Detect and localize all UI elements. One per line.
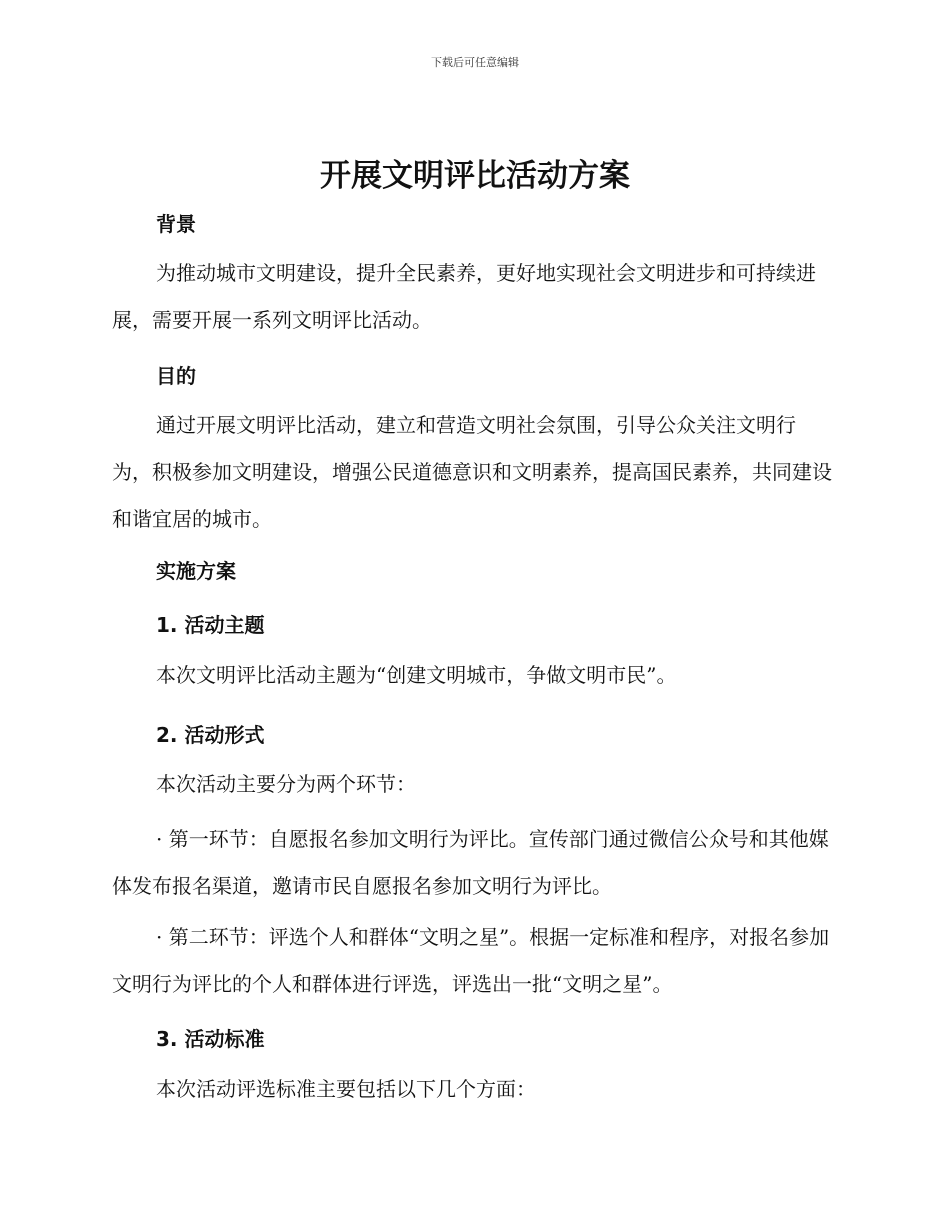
heading-activity-theme: 1. 活动主题: [156, 613, 265, 637]
heading-activity-standard: 3. 活动标准: [156, 1027, 265, 1051]
paragraph-purpose: 通过开展文明评比活动，建立和营造文明社会氛围，引导公众关注文明行为，积极参加文明建设，增强公民道德意识和文明素养，提高国民素养，共同建设和谐宜居的城市。: [112, 413, 832, 531]
paragraph-activity-form: 本次活动主要分为两个环节：: [156, 772, 416, 796]
heading-activity-form: 2. 活动形式: [156, 723, 265, 747]
list-item-step-two: · 第二环节：评选个人和群体“文明之星”。根据一定标准和程序，对报名参加文明行为评比的个人和群体进行评选，评选出一批“文明之星”。: [112, 925, 830, 996]
paragraph-activity-standard: 本次活动评选标准主要包括以下几个方面：: [156, 1077, 536, 1101]
list-item-step-one: · 第一环节：自愿报名参加文明行为评比。宣传部门通过微信公众号和其他媒体发布报名渠道，邀请市民自愿报名参加文明行为评比。: [112, 827, 829, 898]
heading-background: 背景: [156, 212, 196, 236]
paragraph-background: 为推动城市文明建设，提升全民素养，更好地实现社会文明进步和可持续进展，需要开展一系列文明评比活动。: [112, 261, 816, 332]
document-title: 开展文明评比活动方案: [320, 158, 630, 194]
heading-purpose: 目的: [156, 364, 196, 388]
heading-implementation-plan: 实施方案: [156, 559, 236, 583]
paragraph-activity-theme: 本次文明评比活动主题为“创建文明城市，争做文明市民”。: [156, 663, 677, 687]
page-header-note: 下载后可任意编辑: [431, 56, 519, 69]
